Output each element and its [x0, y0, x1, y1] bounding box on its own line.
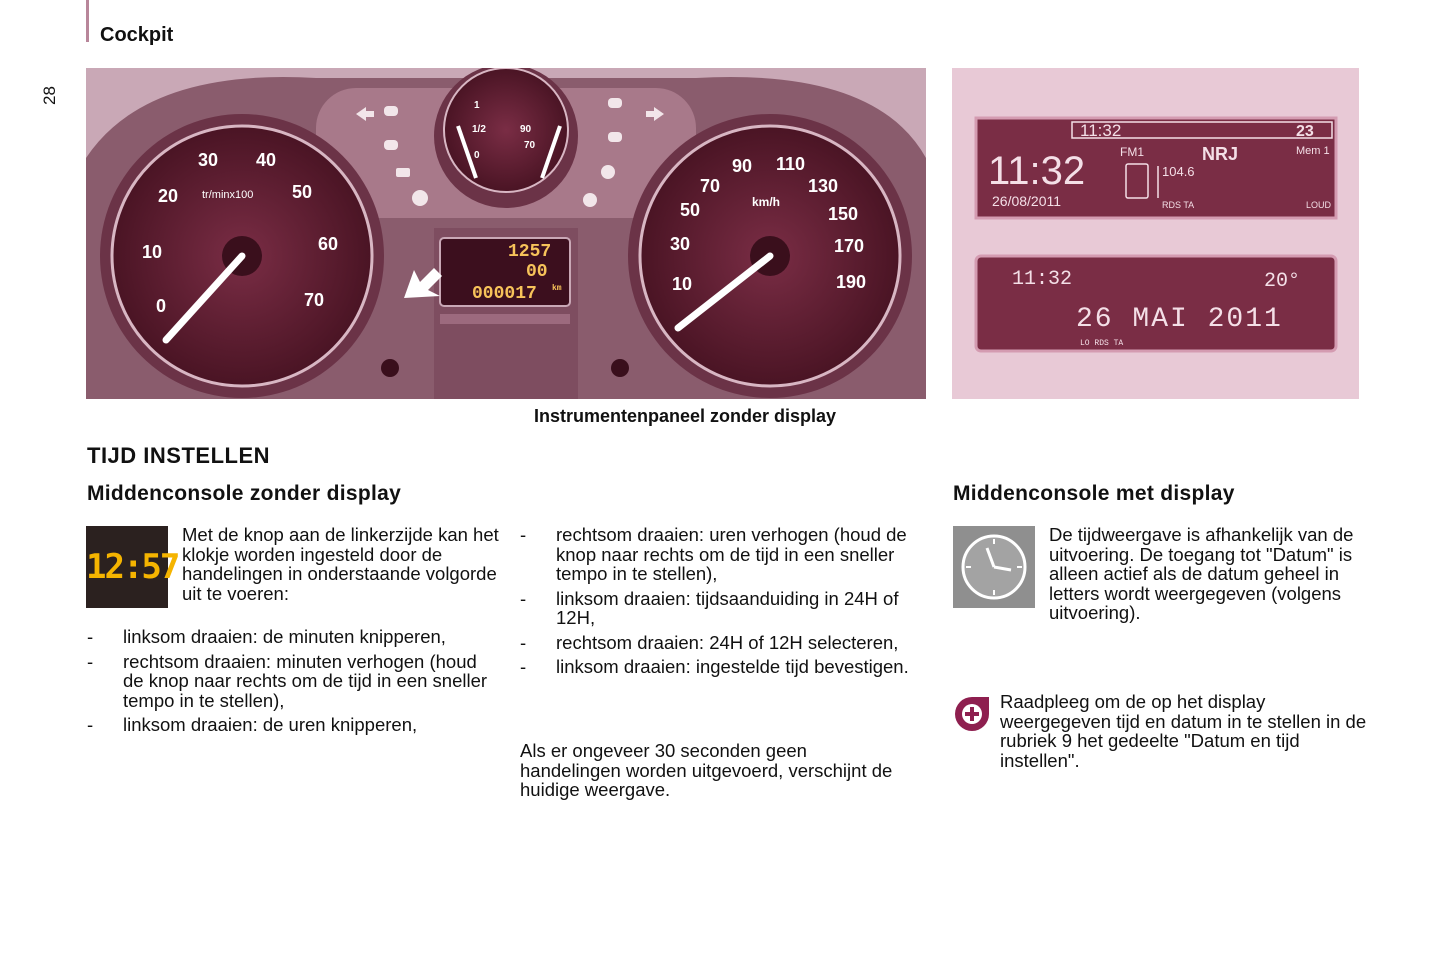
clock-icon [953, 526, 1035, 608]
icon-digits: 12:57 [86, 547, 179, 587]
battery-icon [396, 168, 410, 177]
left-heading: Middenconsole zonder display [87, 482, 402, 505]
bottom-flags: LO RDS TA [1080, 339, 1124, 348]
digital-clock-icon [86, 526, 179, 608]
list-item: - linksom draaien: ingestelde tijd bevestigen. [520, 656, 909, 677]
right-text: De tijdweergave is afhankelijk van de uitvoering. De toegang tot "Datum" is alleen actief als de datum geheel in letters wordt weergegeven (volgens uitvoering). [1049, 524, 1354, 623]
speed-tick: 30 [670, 234, 691, 254]
rpm-tick: 50 [292, 182, 313, 202]
info-plus-icon [953, 695, 991, 733]
airbag-icon [601, 165, 615, 179]
memory-label: Mem 1 [1296, 145, 1330, 157]
list-item: - rechtsom draaien: minuten verhogen (houd de knop naar rechts om de tijd in een sneller tempo in te stellen), [87, 650, 488, 711]
list-item: - linksom draaien: de uren knipperen, [87, 714, 418, 735]
figure-caption: Instrumentenpaneel zonder display [534, 406, 837, 426]
list-item: - linksom draaien: tijdsaanduiding in 24H of 12H, [520, 587, 899, 628]
speed-tick: 90 [732, 156, 753, 176]
left-intro: Met de knop aan de linkerzijde kan het klokje worden ingesteld door de handelingen in onderstaande volgorde uit te voeren: [182, 524, 499, 604]
bottom-date: 26 MAI 2011 [1076, 304, 1283, 335]
middle-footer: Als er ongeveer 30 seconden geen handelingen worden uitgevoerd, verschijnt de huidige weergave. [520, 740, 893, 800]
lcd-line2: 00 [526, 262, 548, 282]
rpm-tick: 60 [318, 234, 339, 254]
list-item: - rechtsom draaien: 24H of 12H selecteren, [520, 631, 899, 653]
list-item: - linksom draaien: de minuten knipperen, [87, 626, 446, 647]
lamp-icon [384, 140, 398, 150]
top-small-time: 11:32 [1080, 121, 1122, 140]
main-title: TIJD INSTELLEN [87, 443, 271, 468]
speed-tick: 70 [700, 176, 721, 196]
clock-button-icon [381, 359, 399, 377]
rpm-tick: 20 [158, 186, 179, 206]
station-name: NRJ [1202, 144, 1239, 164]
bottom-temp: 20° [1264, 270, 1301, 293]
loud-label: LOUD [1306, 200, 1332, 210]
band-label: FM1 [1120, 145, 1144, 159]
brake-icon [412, 190, 428, 206]
rear-fog-icon [608, 132, 622, 142]
page-number: 28 [40, 86, 59, 105]
instrument-panel-illustration [86, 68, 926, 399]
trip-button-icon [611, 359, 629, 377]
frequency: 104.6 [1162, 164, 1195, 179]
fuel-label: 1/2 [472, 124, 486, 135]
left-steps-list [87, 627, 502, 740]
rpm-tick: 70 [304, 290, 325, 310]
list-item: - rechtsom draaien: uren verhogen (houd de knop naar rechts om de tijd in een sneller tempo in te stellen), [520, 524, 907, 584]
speed-tick: 130 [808, 176, 839, 196]
fog-lamp-icon [608, 98, 622, 108]
fuel-label: 1 [474, 100, 480, 111]
rpm-unit-label: tr/minx100 [202, 189, 254, 201]
section-title: Cockpit [100, 24, 174, 46]
seatbelt-icon [583, 193, 597, 207]
speed-unit-label: km/h [752, 195, 781, 209]
rds-label: RDS TA [1162, 200, 1195, 210]
speed-tick: 190 [836, 272, 867, 292]
temp-label: 70 [524, 140, 536, 151]
speed-tick: 170 [834, 236, 865, 256]
speed-tick: 110 [776, 154, 806, 174]
display-examples-illustration [952, 68, 1359, 399]
section-marker [86, 0, 89, 42]
top-time: 11:32 [988, 149, 1086, 193]
top-temp: 23 [1296, 123, 1314, 140]
lcd-odometer: 000017 [472, 284, 537, 304]
lcd-unit: km [552, 284, 562, 293]
rpm-tick: 10 [142, 242, 163, 262]
speed-tick: 10 [672, 274, 693, 294]
lcd-clock: 1257 [508, 242, 552, 262]
bottom-time: 11:32 [1012, 268, 1073, 291]
rpm-tick: 0 [156, 296, 167, 316]
middle-steps-list [520, 525, 920, 682]
lamp-icon [384, 106, 398, 116]
temp-label: 90 [520, 124, 532, 135]
top-date: 26/08/2011 [992, 193, 1062, 209]
note-text: Raadpleeg om de op het display weergegeven tijd en datum in te stellen in de rubriek 9 het gedeelte "Datum en tijd instellen". [1000, 691, 1367, 771]
rpm-tick: 40 [256, 150, 277, 170]
speed-tick: 50 [680, 200, 701, 220]
speed-tick: 150 [828, 204, 859, 224]
fuel-label: 0 [474, 150, 480, 161]
right-heading: Middenconsole met display [953, 482, 1235, 505]
rpm-tick: 30 [198, 150, 219, 170]
